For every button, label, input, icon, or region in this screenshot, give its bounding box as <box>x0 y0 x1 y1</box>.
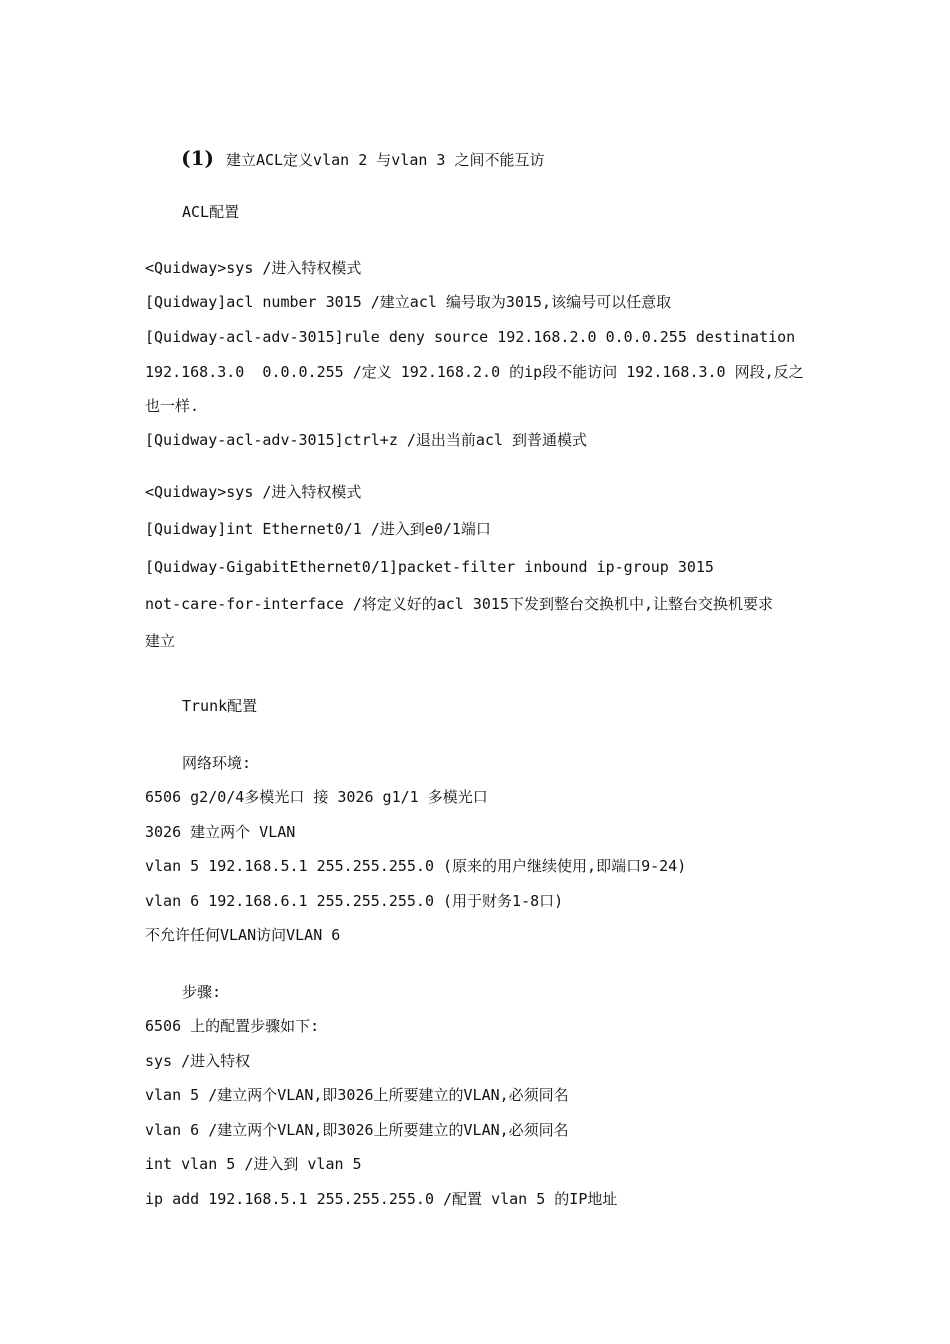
steps-line-4: int vlan 5 /进入到 vlan 5 <box>145 1155 362 1173</box>
env-line-3: vlan 6 192.168.6.1 255.255.255.0 (用于财务1-8口) <box>145 892 564 910</box>
steps-line-0: 6506 上的配置步骤如下: <box>145 1017 320 1035</box>
env-line-1: 3026 建立两个 VLAN <box>145 823 296 841</box>
acl-line-6: <Quidway>sys /进入特权模式 <box>145 483 362 501</box>
heading-number: (1) <box>181 146 214 170</box>
acl-line-0: <Quidway>sys /进入特权模式 <box>145 259 362 277</box>
heading-title: 建立ACL定义vlan 2 与vlan 3 之间不能互访 <box>225 151 545 169</box>
acl-line-9: not-care-for-interface /将定义好的acl 3015下发到整台交换机中,让整台交换机要求 <box>145 595 774 613</box>
acl-section-title: ACL配置 <box>182 203 240 221</box>
env-title: 网络环境: <box>182 754 252 772</box>
acl-line-1: [Quidway]acl number 3015 /建立acl 编号取为3015,该编号可以任意取 <box>145 293 672 311</box>
env-line-2: vlan 5 192.168.5.1 255.255.255.0 (原来的用户继续使用,即端口9-24) <box>145 857 687 875</box>
trunk-section-title: Trunk配置 <box>182 697 258 715</box>
acl-line-2: [Quidway-acl-adv-3015]rule deny source 192.168.2.0 0.0.0.255 destination <box>145 328 796 346</box>
acl-line-5: [Quidway-acl-adv-3015]ctrl+z /退出当前acl 到普通模式 <box>145 431 588 449</box>
env-line-4: 不允许任何VLAN访问VLAN 6 <box>145 926 341 944</box>
section-heading <box>145 128 545 190</box>
acl-line-3: 192.168.3.0 0.0.0.255 /定义 192.168.2.0 的ip段不能访问 192.168.3.0 网段,反之 <box>145 363 804 381</box>
acl-line-8: [Quidway-GigabitEthernet0/1]packet-filter inbound ip-group 3015 <box>145 558 714 576</box>
steps-title: 步骤: <box>182 983 222 1001</box>
acl-line-4: 也一样. <box>145 397 200 415</box>
steps-line-2: vlan 5 /建立两个VLAN,即3026上所要建立的VLAN,必须同名 <box>145 1086 569 1104</box>
steps-line-5: ip add 192.168.5.1 255.255.255.0 /配置 vlan 5 的IP地址 <box>145 1190 618 1208</box>
env-line-0: 6506 g2/0/4多模光口 接 3026 g1/1 多模光口 <box>145 788 488 806</box>
acl-line-10: 建立 <box>145 632 176 650</box>
acl-line-7: [Quidway]int Ethernet0/1 /进入到e0/1端口 <box>145 520 491 538</box>
steps-line-3: vlan 6 /建立两个VLAN,即3026上所要建立的VLAN,必须同名 <box>145 1121 569 1139</box>
steps-line-1: sys /进入特权 <box>145 1052 251 1070</box>
